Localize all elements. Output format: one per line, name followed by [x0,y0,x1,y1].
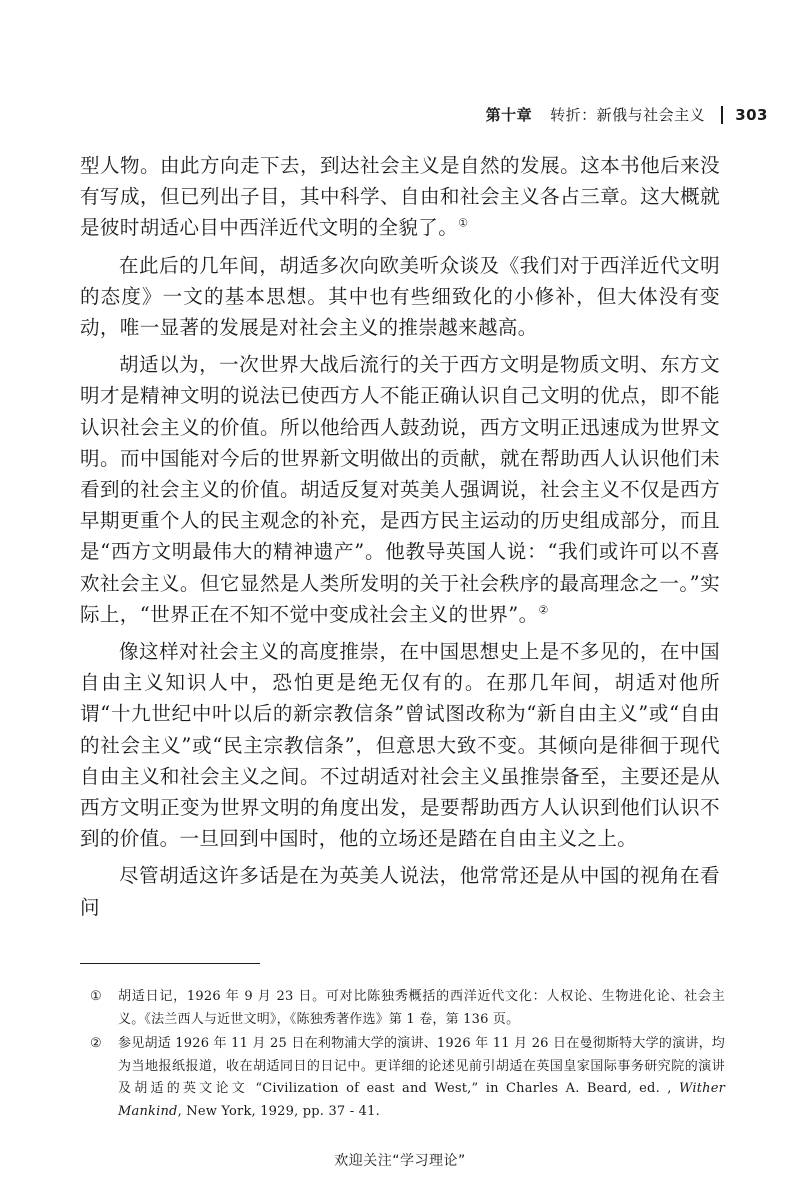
paragraph-2: 在此后的几年间，胡适多次向欧美听众谈及《我们对于西洋近代文明的态度》一文的基本思想。其中也有些细致化的小修补，但大体没有变动，唯一显著的发展是对社会主义的推崇越来越高。 [80,253,720,340]
paragraph-5: 尽管胡适这许多话是在为英美人说法，他常常还是从中国的视角在看问 [80,864,720,919]
paragraph-3-text: 胡适以为，一次世界大战后流行的关于西方文明是物质文明、东方文明才是精神文明的说法已使西方人不能正确认识自己文明的优点，即不能认识社会主义的价值。所以他给西人鼓劲说，西方文明正迅速成为世界文明。而中国能对今后的世界新文明做出的贡献，就在帮助西人认识他们未看到的社会主义的价值。胡适反复对英美人强调说，社会主义不仅是西方早期更重个人的民主观念的补充，是西方民主运动的历史组成部分，而且是“西方文明最伟大的精神遗产”。他教导英国人说：“我们或许可以不喜欢社会主义。但它显然是人类所发明的关于社会秩序的最高理念之一。”实际上，“世界正在不知不觉中变成社会主义的世界”。 [80,353,720,626]
footnote-2 [80,1033,725,1123]
chapter-title: 转折：新俄与社会主义 [550,106,706,124]
chapter-label: 第十章 [485,106,533,124]
page-number: 303 [735,105,768,124]
header-divider [721,106,723,124]
footnote-1 [80,986,725,1031]
paragraph-1-text: 型人物。由此方向走下去，到达社会主义是自然的发展。这本书他后来没有写成，但已列出子目，其中科学、自由和社会主义各占三章。这大概就是彼时胡适心目中西洋近代文明的全貌了。 [80,154,720,240]
footnote-mark: ① [90,989,102,1004]
running-header [486,104,768,125]
book-title: Wither Mankind [118,1081,725,1119]
footnote-text [118,1033,725,1123]
footnote-ref-1: ① [458,216,469,230]
footnote-mark: ② [90,1036,102,1051]
footnote-ref-2: ② [538,603,549,617]
paragraph-3 [80,349,720,630]
paragraph-4: 像这样对社会主义的高度推崇，在中国思想史上是不多见的，在中国自由主义知识人中，恐怕更是绝无仅有的。在那几年间，胡适对他所谓“十九世纪中叶以后的新宗教信条”曾试图改称为“新自由主义”或“自由的社会主义”或“民主宗教信条”，但意思大致不变。其倾向是徘徊于现代自由主义和社会主义之间。不过胡适对社会主义虽推崇备至，主要还是从西方文明正变为世界文明的角度出发，是要帮助西方人认识到他们认识不到的价值。一旦回到中国时，他的立场还是踏在自由主义之上。 [80,640,720,851]
footnote-text-part: 参见胡适 1926 年 11 月 25 日在利物浦大学的演讲、1926 年 11 月 26 日在曼彻斯特大学的演讲，均为当地报纸报道，收在胡适同日的日记中。更详细的论述见前引胡适在英国皇家国际事务研究院的演讲及胡适的英文论文 “Civilization of east and West,” in Charles A. Beard, ed. , [118,1036,725,1096]
footnote-text: 胡适日记，1926 年 9 月 23 日。可对比陈独秀概括的西洋近代文化：人权论、生物进化论、社会主义。《法兰西人与近世文明》，《陈独秀著作选》第 1 卷，第 136 页。 [118,989,725,1027]
footnotes [80,986,725,1125]
main-text [80,150,720,929]
paragraph-1 [80,150,720,244]
page-footer: 欢迎关注“学习理论” [334,1153,466,1169]
footnote-separator [80,963,260,964]
footnote-text-part: , New York, 1929, pp. 37 - 41. [177,1103,380,1119]
